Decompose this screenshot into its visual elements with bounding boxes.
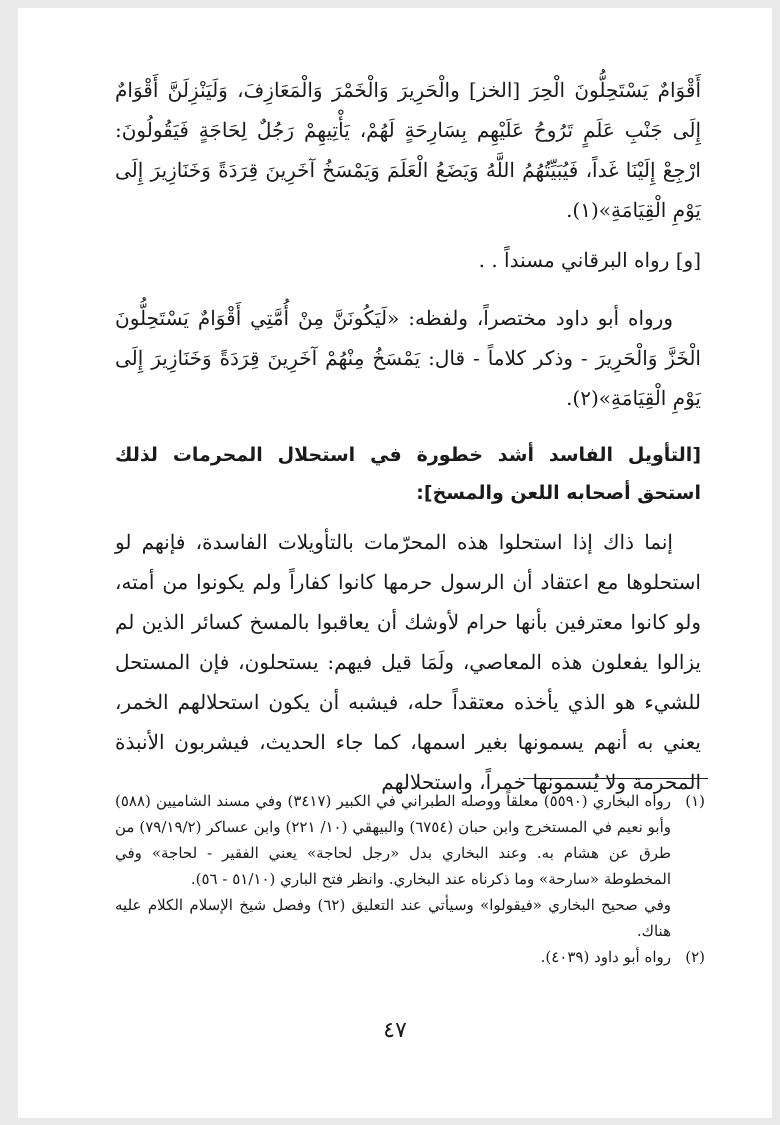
footnote-1 — [115, 788, 705, 892]
main-text — [115, 70, 701, 802]
abu-dawud-paragraph: ورواه أبو داود مختصراً، ولفظه: «لَيَكُونَنَّ مِنْ أُمَّتِي أَقْوَامٌ يَسْتَحِلُّونَ الْخَزَّ وَالْحَرِيرَ - وذكر كلاماً - قال: يَمْسَخُ مِنْهُمْ آخَرِينَ قِرَدَةً وَخَنَازِيرَ إِلَى يَوْمِ الْقِيَامَةِ»(٢). — [115, 306, 701, 410]
footnote-1-number: (١) — [685, 792, 705, 810]
footnote-2 — [115, 944, 705, 970]
section-heading: [التأويل الفاسد أشد خطورة في استحلال المحرمات لذلك استحق أصحابه اللعن والمسخ]: — [115, 444, 701, 504]
footnote-1-continuation: وفي صحيح البخاري «فيقولوا» وسيأتي عند التعليق (٦٢) وفصل شيخ الإسلام الكلام عليه هناك. — [115, 896, 671, 940]
explanation-paragraph: إنما ذاك إذا استحلوا هذه المحرّمات بالتأويلات الفاسدة، فإنهم لو استحلوها مع اعتقاد أن الرسول حرمها كانوا كفاراً ولم يكونوا من أمته، ولو كانوا معترفين بأنها حرام لأوشك أن يعاقبوا بالمسخ كسائر الذين لم يزالوا يفعلون هذه المعاصي، ولَمَا قيل فيهم: يستحلون، فإن المستحل للشيء هو الذي يأخذه معتقداً حله، فيشبه أن يكون استحلالهم الخمر، يعني به أنهم يسمونها بغير اسمها، كما جاء الحديث، فيشربون الأنبذة المحرمة ولا يُسمونها خمراً، واستحلالهم — [115, 530, 701, 794]
footnote-separator — [523, 778, 708, 779]
footnote-2-number: (٢) — [685, 948, 705, 966]
footnotes — [115, 788, 705, 970]
book-page — [18, 8, 772, 1118]
hadith-paragraph: أَقْوَامٌ يَسْتَحِلُّونَ الْحِرَ [الخز] والْحَرِيرَ وَالْخَمْرَ وَالْمَعَازِفَ، وَلَيَنْزِلَنَّ أَقْوَامٌ إِلَى جَنْبِ عَلَمٍ تَرُوحُ عَلَيْهِم بِسَارِحَةٍ لَهُمْ، يَأْتِيهِمْ رَجُلٌ لِحَاجَةٍ فَيَقُولُونَ: ارْجِعْ إِلَيْنَا غَداً، فَيُبَيِّتُهُمُ اللَّهُ وَيَضَعُ الْعَلَمَ وَيَمْسَخُ آخَرِينَ قِرَدَةً وَخَنَازِيرَ إِلَى يَوْمِ الْقِيَامَةِ»(١). — [115, 78, 701, 222]
footnote-1-text: رواه البخاري (٥٥٩٠) معلقاً ووصله الطبراني في الكبير (٣٤١٧) وفي مسند الشاميين (٥٨٨) وأبو نعيم في المستخرج وابن حبان (٦٧٥٤) والبيهقي (١٠/ ٢٢١) وابن عساكر (٧٩/١٩/٢) من طرق عن هشام به. وعند البخاري بدل «رجل لحاجة» يعني الفقير - لحاجة» وفي المخطوطة «سارحة» وما ذكرناه عند البخاري. وانظر فتح الباري (٥١/١٠ - ٥٦). — [115, 792, 671, 888]
footnote-2-text: رواه أبو داود (٤٠٣٩). — [540, 948, 671, 966]
page-number: ٤٧ — [383, 1018, 407, 1043]
narration-note: [و] رواه البرقاني مسنداً . . — [478, 248, 701, 272]
